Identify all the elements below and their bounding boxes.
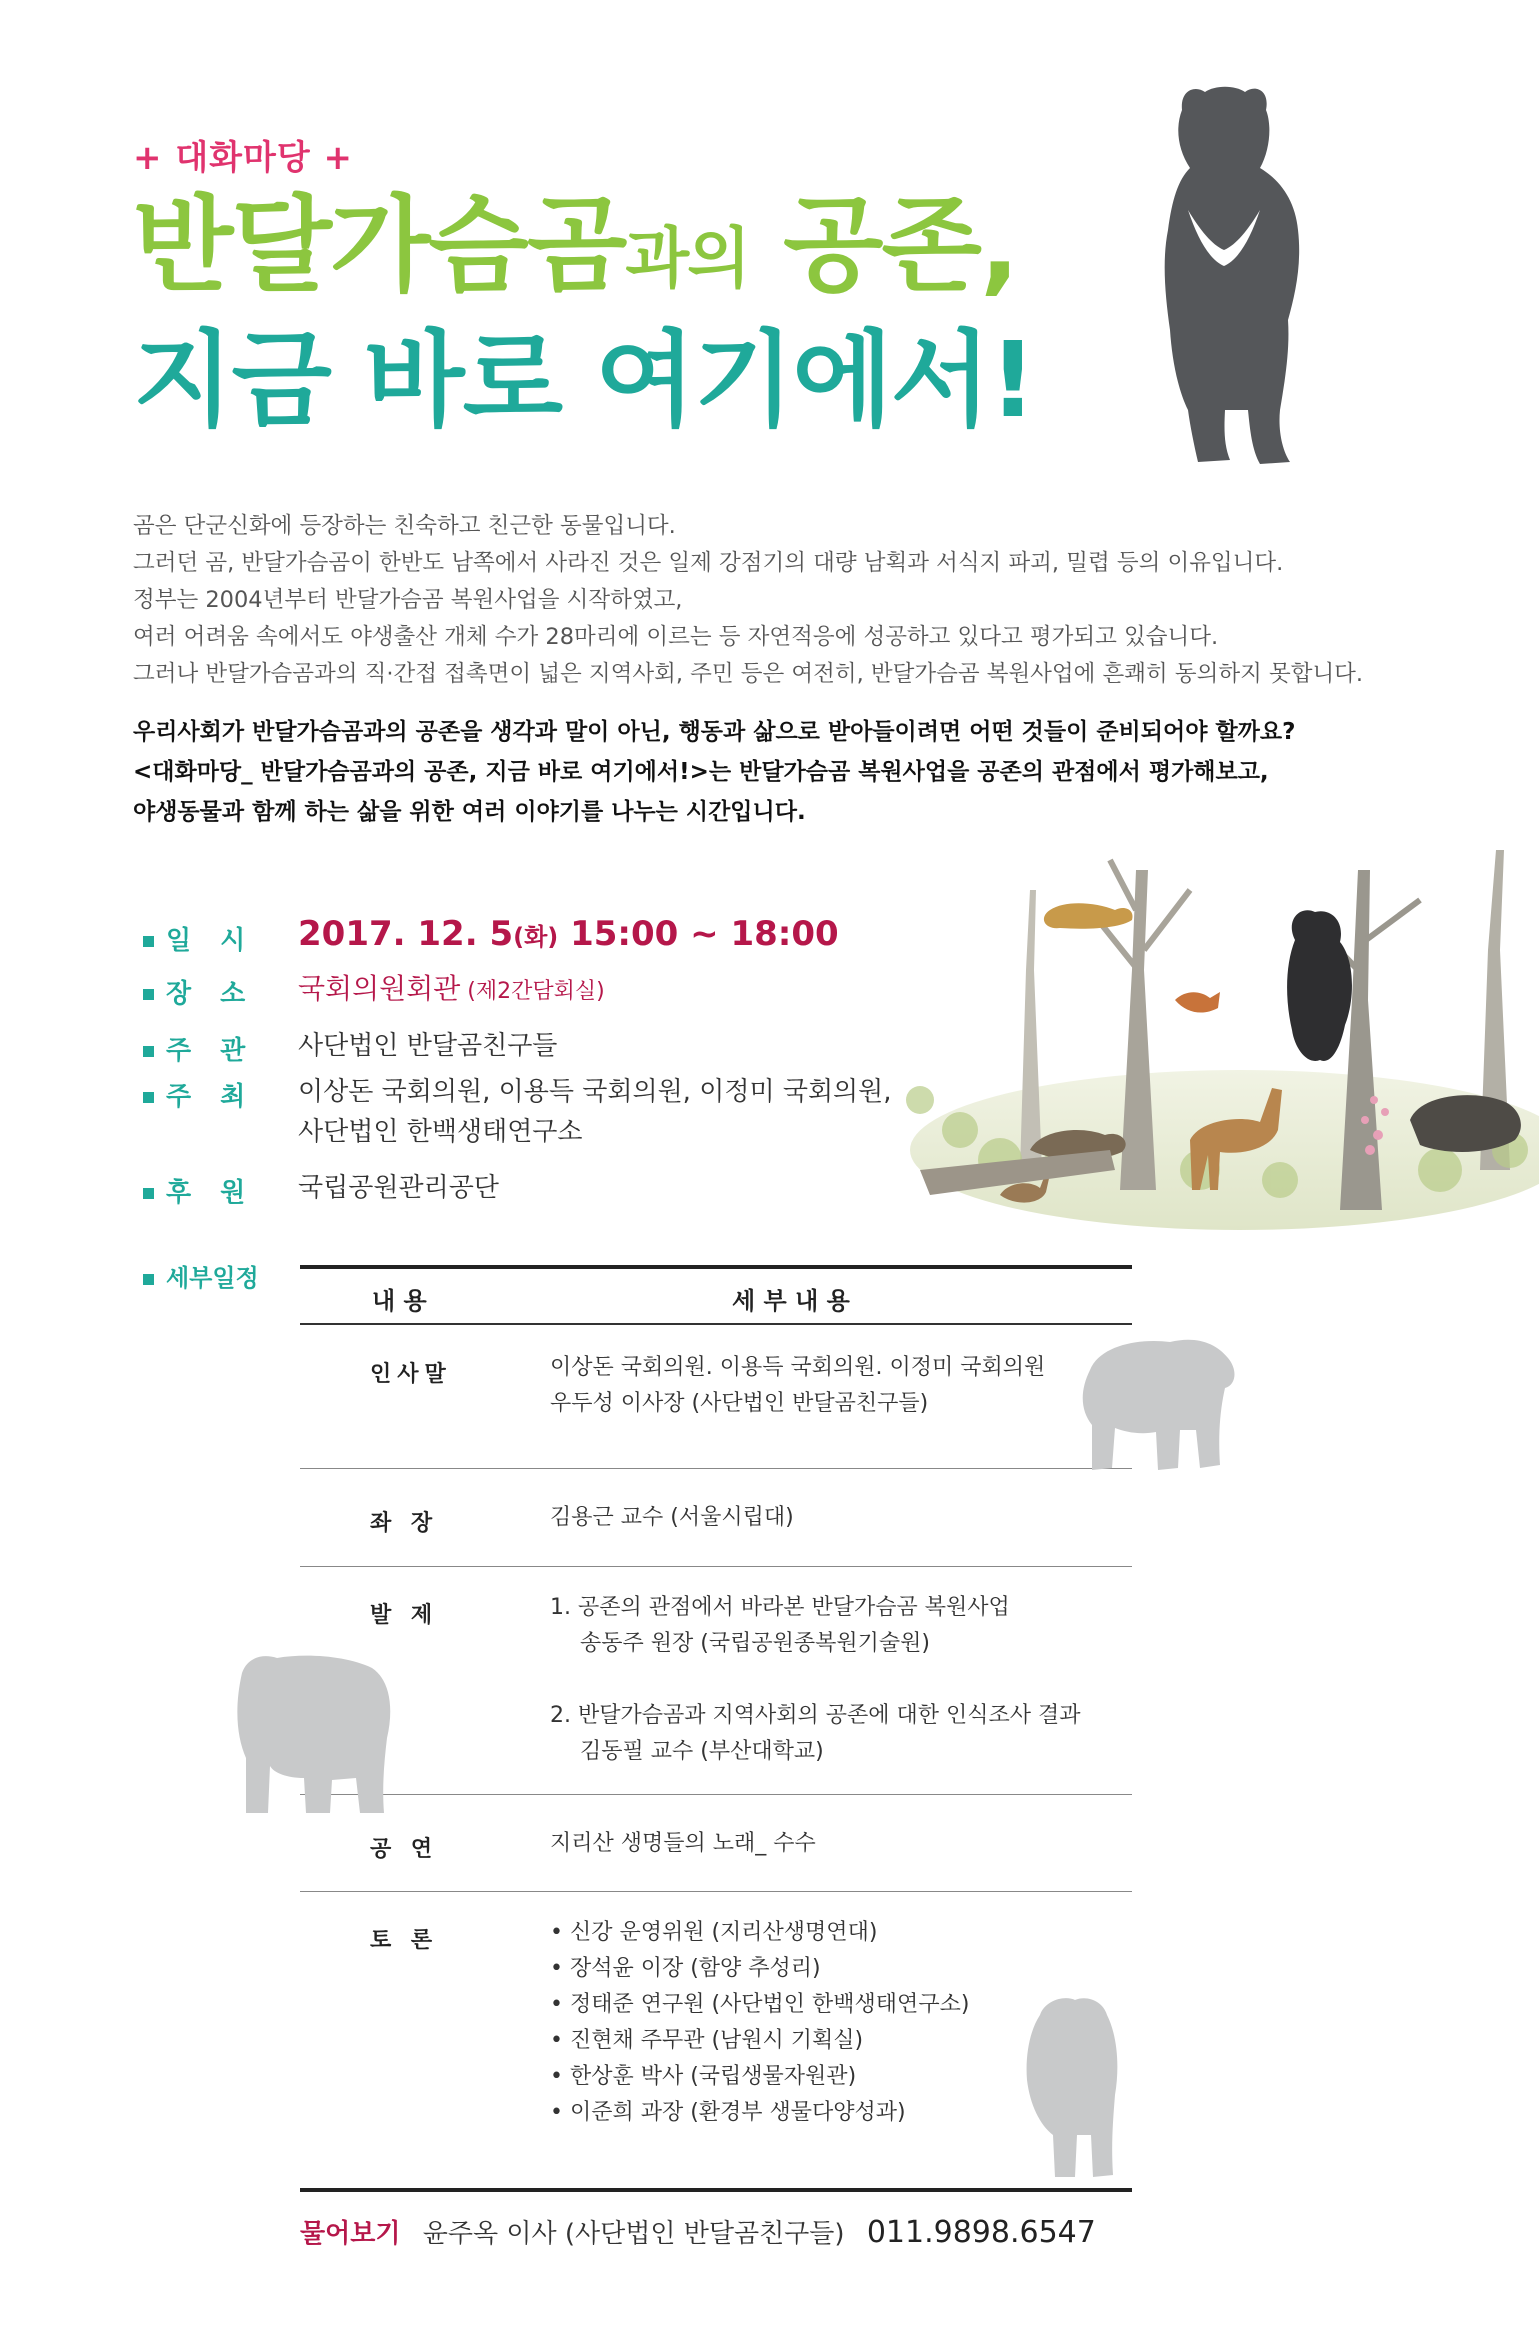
- row-detail: 이상돈 국회의원. 이용득 국회의원. 이정미 국회의원 우두성 이사장 (사단법인 반달곰친구들): [550, 1355, 1046, 1416]
- intro-line: 곰은 단군신화에 등장하는 친숙하고 친근한 동물입니다.: [133, 513, 676, 539]
- col-content: 내 용: [372, 1287, 427, 1315]
- row-key: 발 제: [370, 1603, 439, 1628]
- contact-label: 물어보기: [300, 2219, 401, 2249]
- venue-label: 장 소: [143, 973, 293, 1010]
- row-detail: 김용근 교수 (서울시립대): [550, 1505, 794, 1530]
- title-coexist: 공존,: [748, 184, 1018, 306]
- intro-line: 여러 어려움 속에서도 야생출산 개체 수가 28마리에 이르는 등 자연적응에 성공하고 있다고 평가되고 있습니다.: [133, 624, 1219, 650]
- title-line-1: [133, 185, 1018, 319]
- intro-text: [133, 508, 1413, 693]
- bullet-square-icon: [143, 1046, 154, 1057]
- bullet-square-icon: [143, 936, 154, 947]
- walking-bear-silhouette-left: [232, 1648, 397, 1818]
- title-line-2: 지금 바로 여기에서!: [133, 319, 1035, 441]
- sponsor-value: 국립공원관리공단: [298, 1173, 499, 1203]
- row-key: 인사말: [370, 1362, 452, 1387]
- intro-bold-line: 우리사회가 반달가슴곰과의 공존을 생각과 말이 아닌, 행동과 삶으로 받아들이려면 어떤 것들이 준비되어야 할까요?: [133, 719, 1296, 745]
- contact-person: 윤주옥 이사 (사단법인 반달곰친구들): [422, 2219, 845, 2249]
- col-detail: 세 부 내 용: [732, 1287, 850, 1315]
- intro-line: 그러던 곰, 반달가슴곰이 한반도 남쪽에서 사라진 것은 일제 강점기의 대량 남획과 서식지 파괴, 밀렵 등의 이유입니다.: [133, 550, 1284, 576]
- host-label: 주 최: [143, 1076, 293, 1113]
- host-value: 이상돈 국회의원, 이용득 국회의원, 이정미 국회의원, 사단법인 한백생태연구소: [298, 1077, 892, 1147]
- intro-bold-text: [133, 712, 1433, 832]
- date-value: 2017. 12. 5(화) 15:00 ~ 18:00: [298, 914, 839, 954]
- bullet-square-icon: [143, 1188, 154, 1199]
- footer-divider: [300, 2188, 1132, 2192]
- bullet-square-icon: [143, 1274, 154, 1285]
- intro-bold-line: 야생동물과 함께 하는 삶을 위한 여러 이야기를 나누는 시간입니다.: [133, 799, 806, 825]
- standing-bear-silhouette-bottom: [1015, 1995, 1125, 2180]
- forest-animals-illustration: [900, 850, 1539, 1230]
- intro-line: 정부는 2004년부터 반달가슴곰 복원사업을 시작하였고,: [133, 587, 683, 613]
- table-row: [300, 1325, 1132, 1469]
- row-key: 좌 장: [370, 1511, 439, 1536]
- organizer-value: 사단법인 반달곰친구들: [298, 1031, 558, 1061]
- table-row: [300, 1796, 1132, 1892]
- intro-bold-line: <대화마당_ 반달가슴곰과의 공존, 지금 바로 여기에서!>는 반달가슴곰 복원사업을 공존의 관점에서 평가해보고,: [133, 759, 1269, 785]
- standing-bear-illustration: [1120, 80, 1320, 470]
- bullet-square-icon: [143, 1092, 154, 1103]
- date-label: 일 시: [143, 920, 293, 957]
- title-bear: 반달가슴곰: [133, 184, 626, 306]
- organizer-label: 주 관: [143, 1030, 293, 1067]
- schedule-label: 세부일정: [143, 1258, 259, 1293]
- table-row: [300, 1568, 1132, 1795]
- table-header: [300, 1265, 1132, 1325]
- bullet-square-icon: [143, 989, 154, 1000]
- contact-phone: 011.9898.6547: [866, 2215, 1096, 2250]
- row-detail: • 신강 운영위원 (지리산생명연대) • 장석윤 이장 (함양 추성리) • 정태준 연구원 (사단법인 한백생태연구소) • 진현채 주무관 (남원시 기획실) • 한상훈 박사 (국립생물자원관) • 이준희 과장 (환경부 생물다양성과): [550, 1920, 970, 2125]
- row-detail: 지리산 생명들의 노래_ 수수: [550, 1831, 816, 1856]
- sponsor-label: 후 원: [143, 1172, 293, 1209]
- row-key: 공 연: [370, 1837, 439, 1862]
- walking-bear-silhouette-right: [1070, 1330, 1240, 1475]
- event-tag: + 대화마당 +: [133, 138, 354, 178]
- contact-info: [300, 2213, 1096, 2250]
- intro-line: 그러나 반달가슴곰과의 직·간접 접촉면이 넓은 지역사회, 주민 등은 여전히, 반달가슴곰 복원사업에 흔쾌히 동의하지 못합니다.: [133, 661, 1364, 687]
- row-key: 토 론: [370, 1928, 439, 1953]
- venue-value: 국회의원회관 (제2간담회실): [298, 972, 605, 1005]
- title-with: 과의: [625, 220, 749, 297]
- table-row: [300, 1470, 1132, 1567]
- table-row: [300, 1893, 1132, 2188]
- row-detail: 1. 공존의 관점에서 바라본 반달가슴곰 복원사업 송동주 원장 (국립공원종복원기술원) 2. 반달가슴곰과 지역사회의 공존에 대한 인식조사 결과 김동필 교수 (부산대학교): [550, 1595, 1081, 1764]
